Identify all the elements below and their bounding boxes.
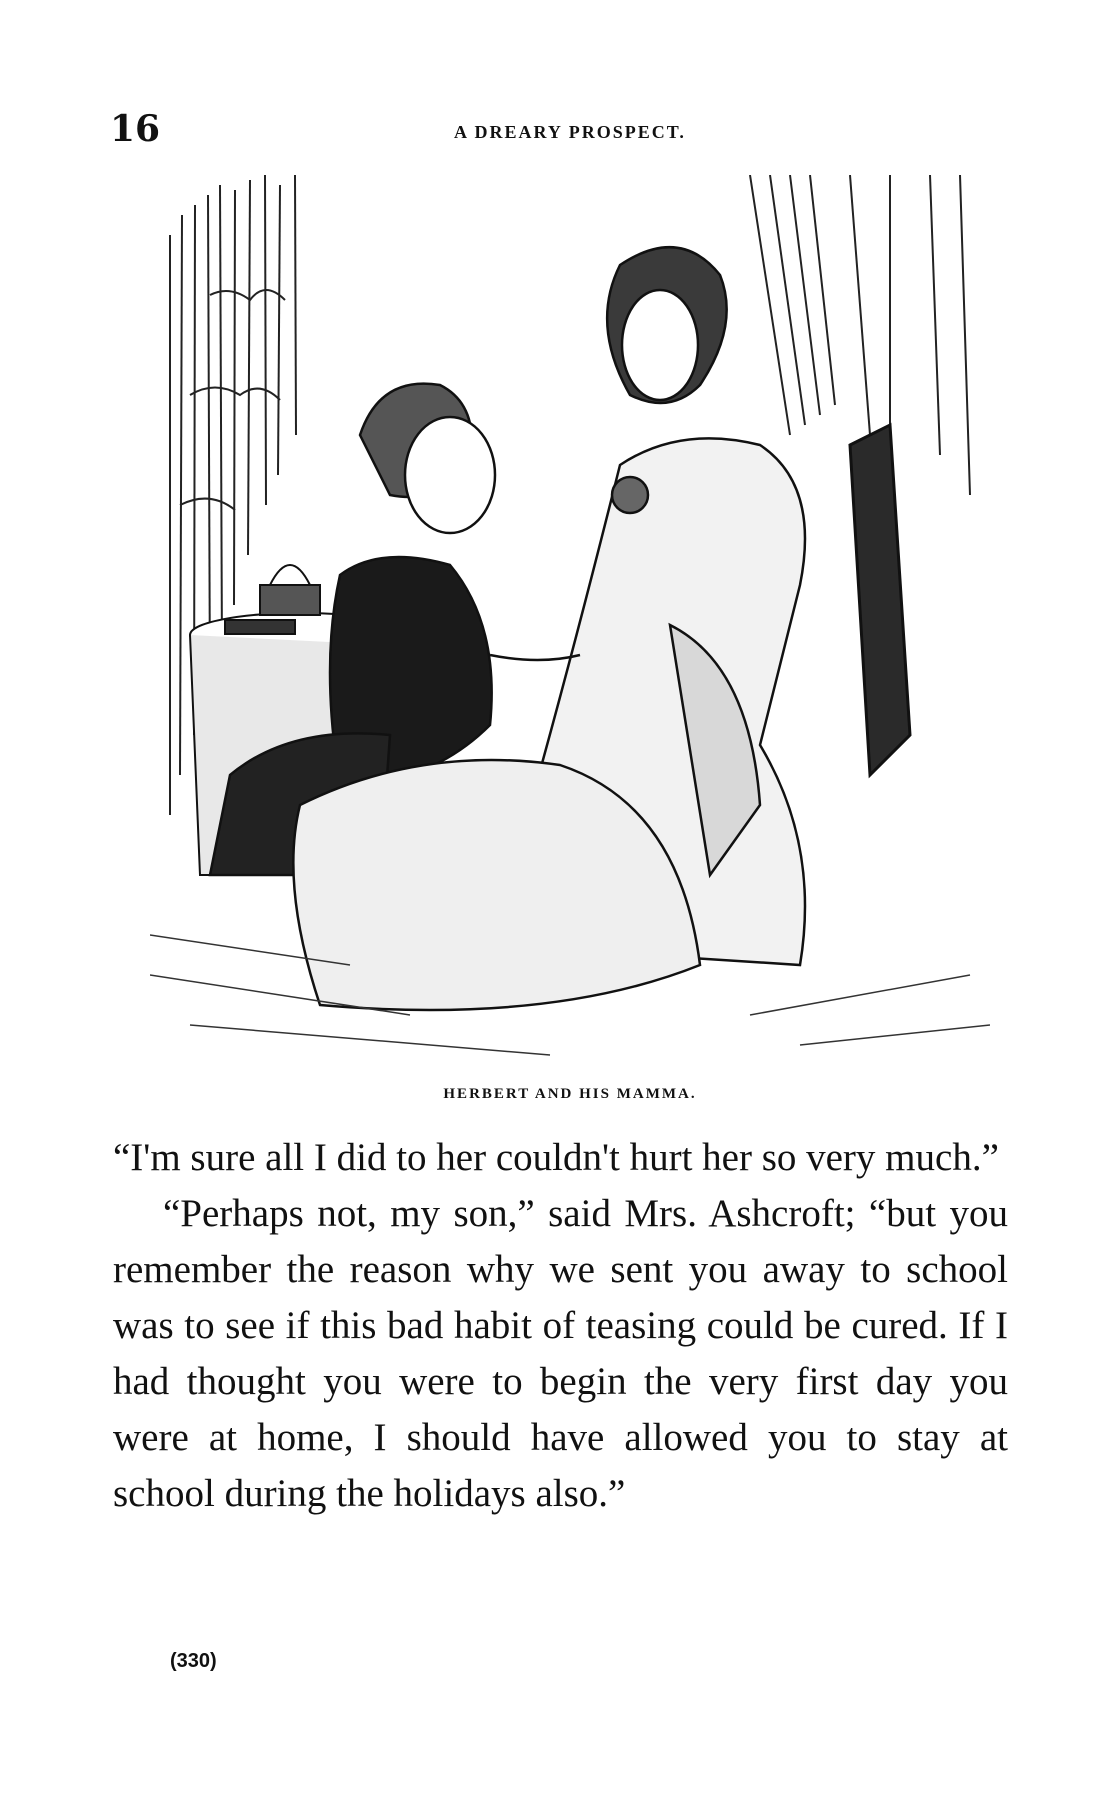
- engraving-illustration: [150, 175, 990, 1065]
- illustration-caption: HERBERT AND HIS MAMMA.: [443, 1086, 697, 1102]
- running-title: A DREARY PROSPECT.: [454, 122, 686, 142]
- body-text: [113, 1130, 1008, 1522]
- paragraph-2: “Perhaps not, my son,” said Mrs. Ashcroft; “but you remember the reason why we sent you away to school was to see if this bad habit of teasing could be cured. If I had thought you were to begin the very first day you were at home, I should have allowed you to stay at school during the holidays also.”: [113, 1192, 1008, 1515]
- print-code: (330): [170, 1650, 217, 1672]
- chair: [850, 425, 910, 775]
- page-number: 16: [110, 108, 161, 150]
- paragraph-1: “I'm sure all I did to her couldn't hurt her so very much.”: [113, 1136, 999, 1179]
